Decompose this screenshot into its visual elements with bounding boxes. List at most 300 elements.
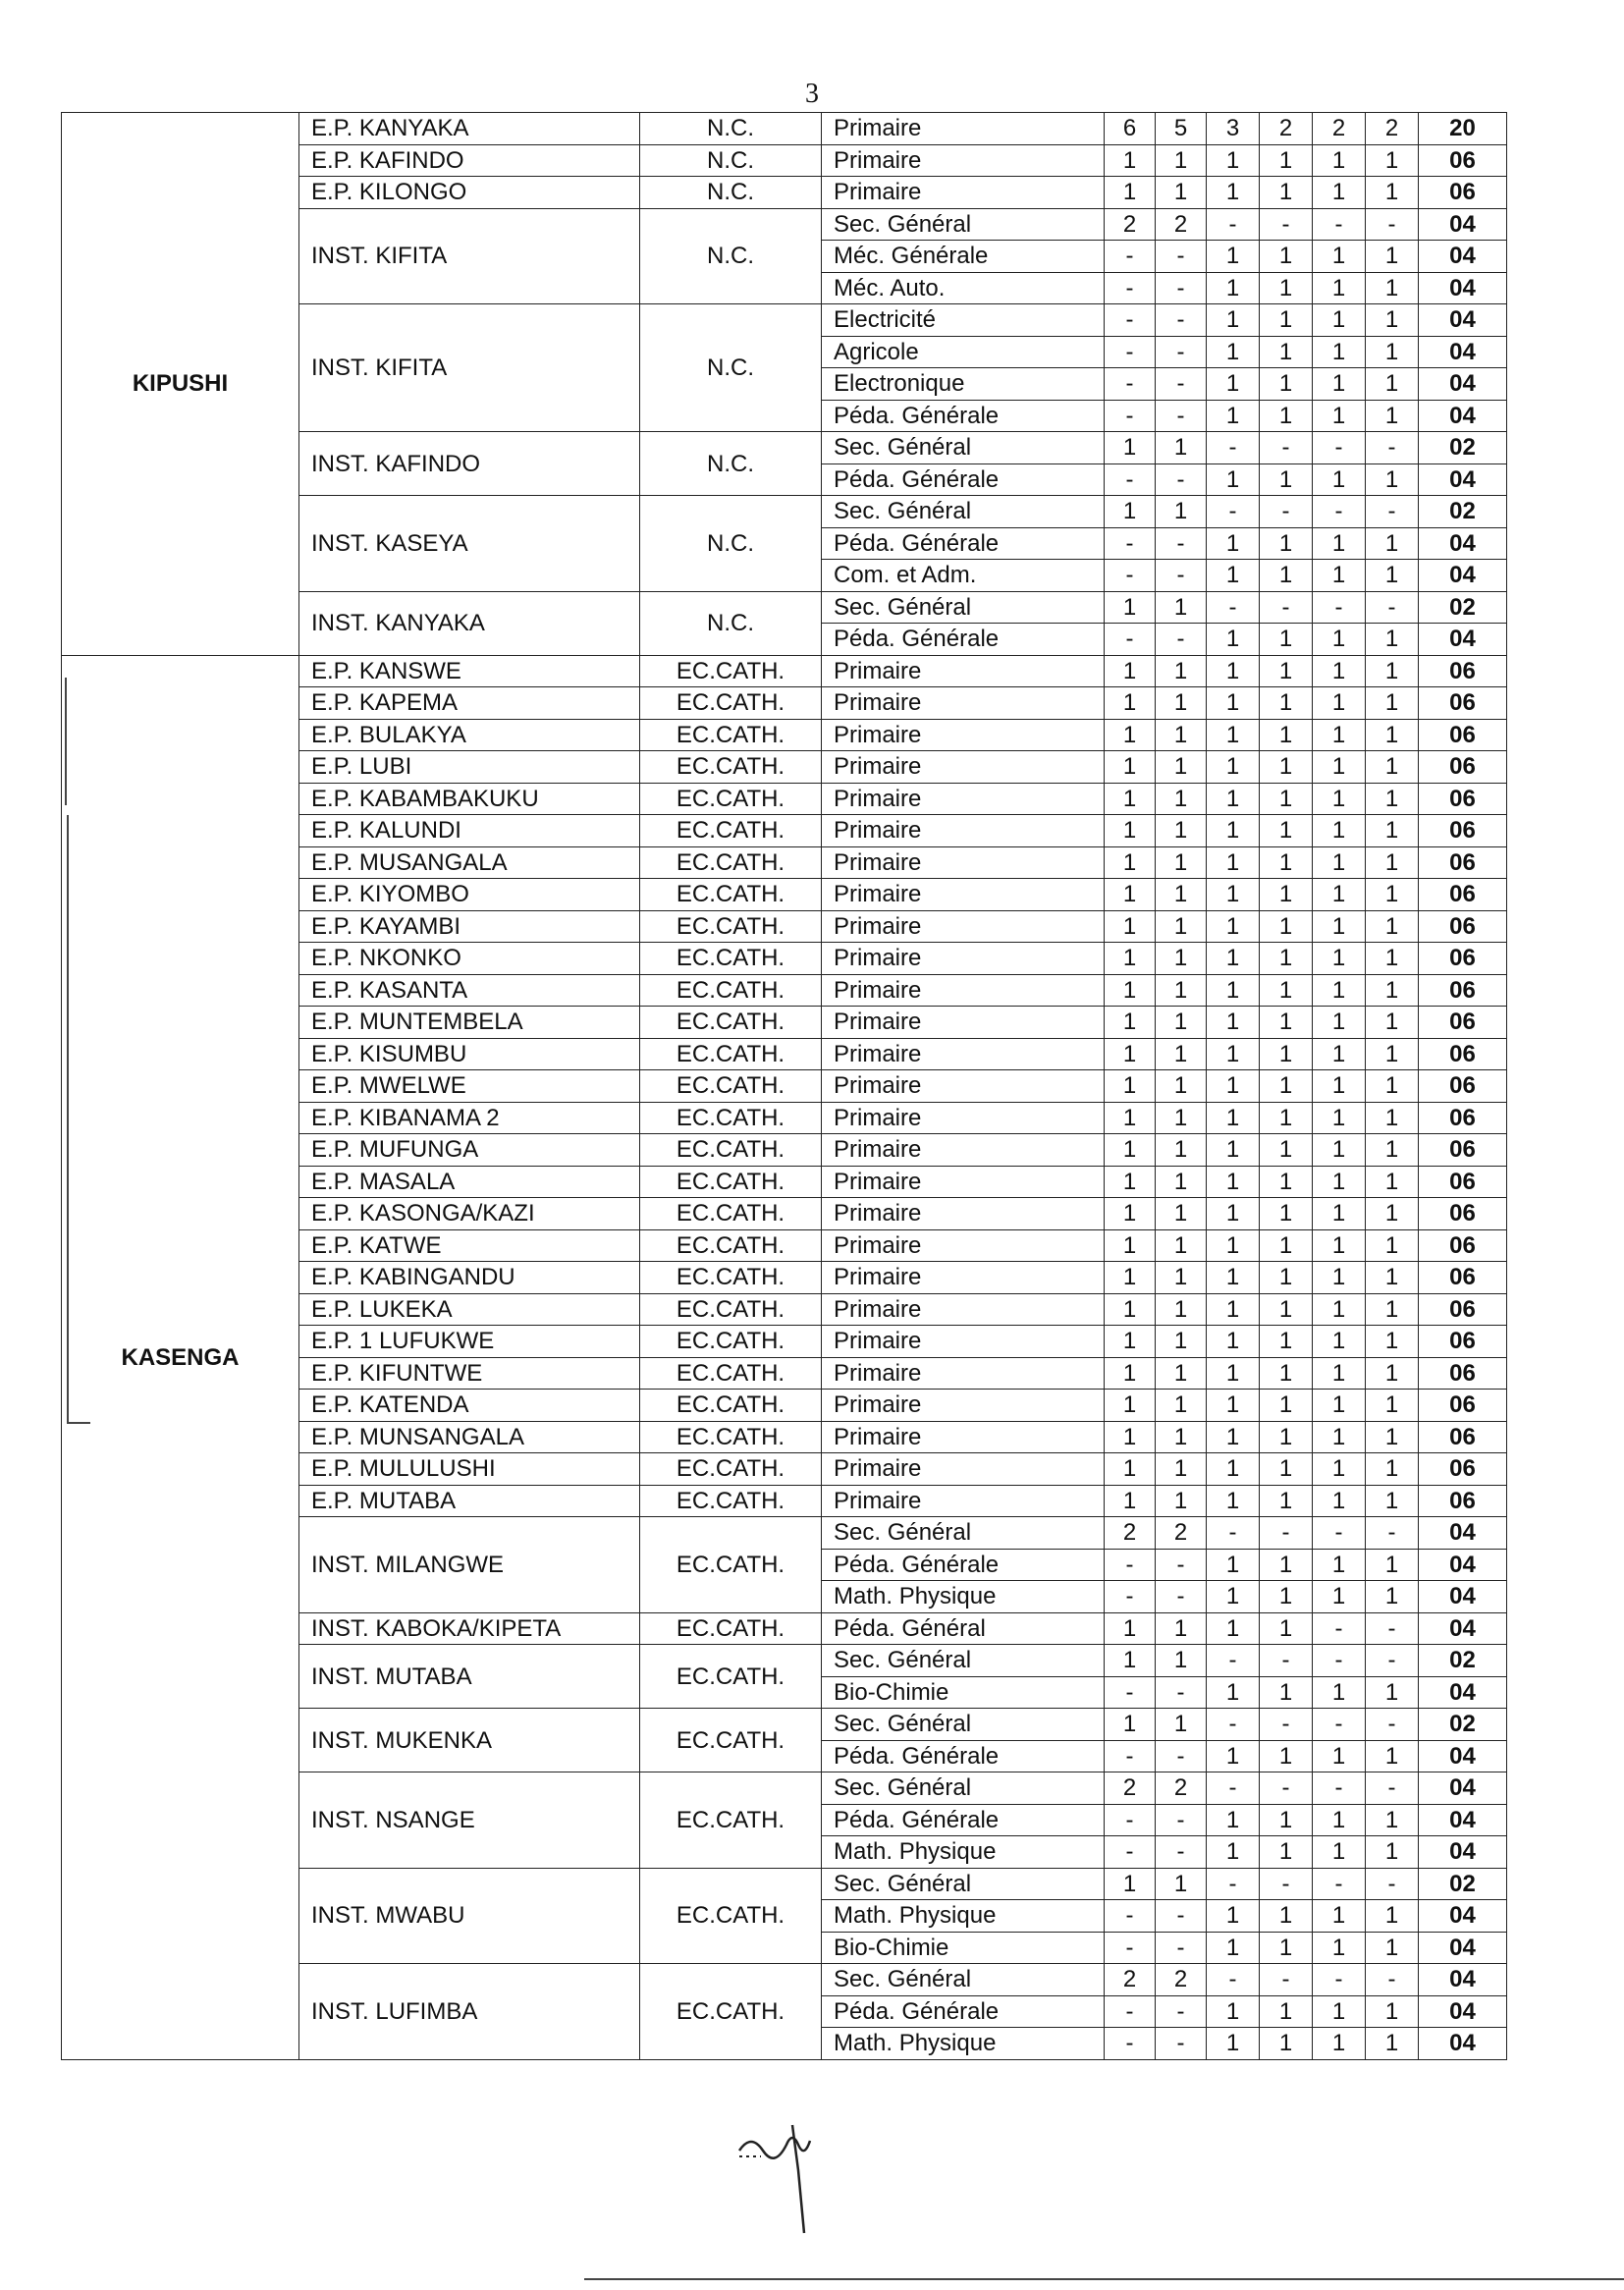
grade-count: 1 [1366, 1326, 1419, 1358]
section-name: Sec. Général [822, 1868, 1105, 1900]
section-name: Sec. Général [822, 1517, 1105, 1550]
grade-count: 1 [1105, 1357, 1156, 1390]
school-owner: N.C. [640, 208, 822, 304]
grade-count: 1 [1260, 974, 1313, 1007]
grade-count: 1 [1105, 591, 1156, 624]
grade-count: 1 [1313, 144, 1366, 177]
row-total: 06 [1419, 974, 1507, 1007]
grade-count: - [1105, 1581, 1156, 1613]
row-total: 04 [1419, 1740, 1507, 1772]
grade-count: 1 [1105, 879, 1156, 911]
grade-count: 1 [1207, 910, 1260, 943]
grade-count: - [1313, 1517, 1366, 1550]
grade-count: - [1156, 241, 1207, 273]
grade-count: 1 [1156, 1421, 1207, 1453]
grade-count: - [1105, 304, 1156, 337]
row-total: 20 [1419, 113, 1507, 145]
grade-count: 1 [1366, 400, 1419, 432]
grade-count: 1 [1260, 783, 1313, 815]
grade-count: 1 [1105, 815, 1156, 847]
grade-count: 1 [1260, 815, 1313, 847]
school-owner: EC.CATH. [640, 1262, 822, 1294]
row-total: 06 [1419, 783, 1507, 815]
section-name: Primaire [822, 783, 1105, 815]
grade-count: 2 [1260, 113, 1313, 145]
school-name: E.P. KANSWE [299, 655, 640, 687]
grade-count: 1 [1207, 1485, 1260, 1517]
grade-count: 1 [1313, 1229, 1366, 1262]
grade-count: 2 [1156, 1772, 1207, 1805]
grade-count: 1 [1260, 241, 1313, 273]
grade-count: 1 [1260, 1262, 1313, 1294]
section-name: Sec. Général [822, 208, 1105, 241]
row-total: 02 [1419, 591, 1507, 624]
grade-count: - [1156, 400, 1207, 432]
grade-count: - [1366, 208, 1419, 241]
grade-count: 1 [1313, 910, 1366, 943]
region-name: KASENGA [62, 655, 299, 2059]
school-name: INST. MILANGWE [299, 1517, 640, 1613]
grade-count: 1 [1260, 1676, 1313, 1709]
grade-count: 1 [1313, 1740, 1366, 1772]
grade-count: - [1156, 527, 1207, 560]
grade-count: 1 [1207, 1900, 1260, 1933]
signature-mark [731, 2111, 849, 2239]
grade-count: 1 [1366, 1070, 1419, 1103]
grade-count: 1 [1156, 751, 1207, 784]
grade-count: 1 [1105, 1612, 1156, 1645]
grade-count: 1 [1207, 1421, 1260, 1453]
row-total: 04 [1419, 1581, 1507, 1613]
school-name: E.P. KATWE [299, 1229, 640, 1262]
row-total: 02 [1419, 1709, 1507, 1741]
region-name: KIPUSHI [62, 113, 299, 656]
grade-count: 1 [1105, 783, 1156, 815]
grade-count: - [1156, 1995, 1207, 2028]
grade-count: - [1313, 1868, 1366, 1900]
grade-count: - [1207, 1709, 1260, 1741]
grade-count: 1 [1207, 1007, 1260, 1039]
row-total: 06 [1419, 144, 1507, 177]
grade-count: 1 [1260, 144, 1313, 177]
row-total: 06 [1419, 1102, 1507, 1134]
grade-count: 1 [1207, 879, 1260, 911]
grade-count: 1 [1207, 1229, 1260, 1262]
school-owner: EC.CATH. [640, 1645, 822, 1709]
grade-count: - [1366, 432, 1419, 464]
section-name: Primaire [822, 943, 1105, 975]
grade-count: 1 [1207, 177, 1260, 209]
school-name: INST. KAFINDO [299, 432, 640, 496]
section-name: Primaire [822, 719, 1105, 751]
school-owner: N.C. [640, 496, 822, 592]
grade-count: - [1156, 463, 1207, 496]
grade-count: 1 [1313, 1453, 1366, 1486]
section-name: Agricole [822, 336, 1105, 368]
grade-count: 1 [1156, 1293, 1207, 1326]
grade-count: 1 [1156, 943, 1207, 975]
grade-count: 1 [1207, 624, 1260, 656]
row-total: 06 [1419, 1134, 1507, 1167]
school-owner: EC.CATH. [640, 1293, 822, 1326]
grade-count: - [1105, 1676, 1156, 1709]
grade-count: 1 [1366, 1166, 1419, 1198]
section-name: Primaire [822, 1198, 1105, 1230]
grade-count: 1 [1366, 527, 1419, 560]
grade-count: - [1366, 1645, 1419, 1677]
grade-count: - [1207, 1517, 1260, 1550]
grade-count: 1 [1260, 943, 1313, 975]
grade-count: 1 [1260, 1070, 1313, 1103]
grade-count: - [1156, 1581, 1207, 1613]
section-name: Sec. Général [822, 432, 1105, 464]
grade-count: 1 [1260, 1102, 1313, 1134]
grade-count: 1 [1366, 943, 1419, 975]
section-name: Bio-Chimie [822, 1932, 1105, 1964]
grade-count: 1 [1260, 910, 1313, 943]
row-total: 04 [1419, 304, 1507, 337]
school-name: INST. KABOKA/KIPETA [299, 1612, 640, 1645]
grade-count: 1 [1313, 1262, 1366, 1294]
grade-count: 1 [1105, 1229, 1156, 1262]
section-name: Primaire [822, 113, 1105, 145]
grade-count: 1 [1366, 463, 1419, 496]
grade-count: 1 [1313, 336, 1366, 368]
grade-count: 1 [1156, 496, 1207, 528]
section-name: Primaire [822, 1102, 1105, 1134]
grade-count: 1 [1366, 1262, 1419, 1294]
grade-count: - [1260, 208, 1313, 241]
row-total: 04 [1419, 368, 1507, 401]
row-total: 06 [1419, 1326, 1507, 1358]
grade-count: 1 [1313, 1421, 1366, 1453]
row-total: 06 [1419, 1262, 1507, 1294]
grade-count: - [1207, 1772, 1260, 1805]
grade-count: 1 [1156, 1070, 1207, 1103]
row-total: 04 [1419, 624, 1507, 656]
grade-count: 1 [1156, 1612, 1207, 1645]
section-name: Primaire [822, 974, 1105, 1007]
school-owner: N.C. [640, 113, 822, 145]
grade-count: 1 [1313, 655, 1366, 687]
grade-count: 1 [1366, 336, 1419, 368]
grade-count: - [1105, 272, 1156, 304]
row-total: 04 [1419, 1772, 1507, 1805]
grade-count: 1 [1313, 1485, 1366, 1517]
grade-count: 1 [1366, 560, 1419, 592]
section-name: Primaire [822, 655, 1105, 687]
section-name: Primaire [822, 1485, 1105, 1517]
section-name: Primaire [822, 1070, 1105, 1103]
section-name: Bio-Chimie [822, 1676, 1105, 1709]
grade-count: 1 [1105, 1453, 1156, 1486]
school-owner: N.C. [640, 144, 822, 177]
grade-count: 1 [1105, 144, 1156, 177]
grade-count: 1 [1260, 304, 1313, 337]
grade-count: 1 [1366, 144, 1419, 177]
grade-count: 1 [1207, 943, 1260, 975]
grade-count: 1 [1260, 2028, 1313, 2060]
grade-count: 1 [1156, 655, 1207, 687]
section-name: Primaire [822, 1166, 1105, 1198]
school-name: E.P. MWELWE [299, 1070, 640, 1103]
grade-count: 1 [1207, 783, 1260, 815]
grade-count: 1 [1156, 1709, 1207, 1741]
grade-count: 1 [1207, 1612, 1260, 1645]
school-owner: EC.CATH. [640, 1038, 822, 1070]
school-name: E.P. NKONKO [299, 943, 640, 975]
school-owner: N.C. [640, 304, 822, 432]
row-total: 06 [1419, 1038, 1507, 1070]
school-name: INST. LUFIMBA [299, 1964, 640, 2060]
grade-count: 1 [1156, 1326, 1207, 1358]
grade-count: 1 [1156, 1645, 1207, 1677]
section-name: Primaire [822, 144, 1105, 177]
school-name: E.P. KILONGO [299, 177, 640, 209]
grade-count: 1 [1260, 1293, 1313, 1326]
school-name: E.P. KALUNDI [299, 815, 640, 847]
grade-count: 1 [1366, 846, 1419, 879]
grade-count: - [1207, 591, 1260, 624]
grade-count: 1 [1366, 1038, 1419, 1070]
grade-count: 1 [1156, 1038, 1207, 1070]
grade-count: 1 [1156, 1453, 1207, 1486]
grade-count: - [1260, 1772, 1313, 1805]
section-name: Péda. Générale [822, 1804, 1105, 1836]
grade-count: 1 [1313, 1293, 1366, 1326]
school-owner: EC.CATH. [640, 1007, 822, 1039]
grade-count: 2 [1105, 1772, 1156, 1805]
section-name: Sec. Général [822, 1964, 1105, 1996]
grade-count: 1 [1156, 815, 1207, 847]
grade-count: 1 [1105, 1868, 1156, 1900]
school-owner: EC.CATH. [640, 1229, 822, 1262]
grade-count: 1 [1260, 1995, 1313, 2028]
grade-count: 1 [1313, 1166, 1366, 1198]
school-name: E.P. BULAKYA [299, 719, 640, 751]
grade-count: 1 [1105, 1134, 1156, 1167]
grade-count: 1 [1207, 1166, 1260, 1198]
grade-count: 1 [1366, 1293, 1419, 1326]
section-name: Sec. Général [822, 1709, 1105, 1741]
school-owner: EC.CATH. [640, 1421, 822, 1453]
grade-count: - [1313, 1772, 1366, 1805]
grade-count: 1 [1105, 910, 1156, 943]
grade-count: - [1260, 591, 1313, 624]
row-total: 06 [1419, 1453, 1507, 1486]
grade-count: - [1156, 1549, 1207, 1581]
school-owner: EC.CATH. [640, 1198, 822, 1230]
grade-count: 1 [1207, 719, 1260, 751]
grade-count: 1 [1260, 177, 1313, 209]
grade-count: - [1156, 560, 1207, 592]
school-name: E.P. LUKEKA [299, 1293, 640, 1326]
section-name: Primaire [822, 1390, 1105, 1422]
grade-count: 1 [1260, 272, 1313, 304]
row-total: 04 [1419, 1517, 1507, 1550]
grade-count: - [1366, 1517, 1419, 1550]
grade-count: 1 [1207, 1453, 1260, 1486]
grade-count: 1 [1366, 1804, 1419, 1836]
grade-count: 1 [1366, 1421, 1419, 1453]
row-total: 04 [1419, 560, 1507, 592]
section-name: Sec. Général [822, 1772, 1105, 1805]
grade-count: 1 [1207, 1390, 1260, 1422]
margin-tick [69, 1422, 90, 1424]
school-name: E.P. LUBI [299, 751, 640, 784]
grade-count: 1 [1260, 1900, 1313, 1933]
row-total: 04 [1419, 272, 1507, 304]
grade-count: 1 [1105, 846, 1156, 879]
grade-count: 1 [1313, 719, 1366, 751]
grade-count: 1 [1366, 1676, 1419, 1709]
grade-count: - [1207, 1868, 1260, 1900]
grade-count: 2 [1105, 1964, 1156, 1996]
section-name: Primaire [822, 751, 1105, 784]
grade-count: - [1105, 463, 1156, 496]
grade-count: 1 [1313, 1326, 1366, 1358]
section-name: Primaire [822, 1134, 1105, 1167]
grade-count: - [1313, 496, 1366, 528]
grade-count: 1 [1366, 624, 1419, 656]
row-total: 04 [1419, 241, 1507, 273]
row-total: 02 [1419, 432, 1507, 464]
school-owner: EC.CATH. [640, 1326, 822, 1358]
grade-count: 1 [1260, 1007, 1313, 1039]
grade-count: 1 [1105, 974, 1156, 1007]
grade-count: - [1366, 1709, 1419, 1741]
grade-count: - [1260, 1964, 1313, 1996]
grade-count: 1 [1313, 1102, 1366, 1134]
row-total: 06 [1419, 1198, 1507, 1230]
school-name: E.P. KIYOMBO [299, 879, 640, 911]
row-total: 06 [1419, 1421, 1507, 1453]
row-total: 06 [1419, 655, 1507, 687]
grade-count: 1 [1207, 2028, 1260, 2060]
grade-count: - [1105, 1740, 1156, 1772]
row-total: 04 [1419, 1900, 1507, 1933]
section-name: Péda. Général [822, 1612, 1105, 1645]
grade-count: - [1156, 368, 1207, 401]
grade-count: 1 [1260, 1804, 1313, 1836]
grade-count: 1 [1260, 1390, 1313, 1422]
grade-count: 1 [1260, 1932, 1313, 1964]
section-name: Com. et Adm. [822, 560, 1105, 592]
grade-count: 1 [1156, 974, 1207, 1007]
grade-count: 1 [1207, 751, 1260, 784]
grade-count: - [1105, 2028, 1156, 2060]
grade-count: 1 [1105, 1421, 1156, 1453]
grade-count: 1 [1366, 751, 1419, 784]
school-name: E.P. MUNSANGALA [299, 1421, 640, 1453]
grade-count: - [1366, 1612, 1419, 1645]
school-owner: N.C. [640, 432, 822, 496]
grade-count: 1 [1105, 1070, 1156, 1103]
grade-count: 1 [1366, 719, 1419, 751]
grade-count: 1 [1260, 846, 1313, 879]
section-name: Primaire [822, 177, 1105, 209]
margin-line-lower [67, 815, 69, 1424]
grade-count: - [1105, 1995, 1156, 2028]
grade-count: 1 [1207, 272, 1260, 304]
grade-count: 1 [1260, 655, 1313, 687]
grade-count: 1 [1313, 1038, 1366, 1070]
grade-count: - [1207, 1964, 1260, 1996]
grade-count: - [1366, 1772, 1419, 1805]
section-name: Sec. Général [822, 1645, 1105, 1677]
grade-count: 1 [1366, 1134, 1419, 1167]
grade-count: - [1313, 1964, 1366, 1996]
schools-table [61, 112, 1507, 2060]
grade-count: 1 [1105, 1390, 1156, 1422]
grade-count: 1 [1260, 687, 1313, 720]
school-name: INST. MUKENKA [299, 1709, 640, 1772]
row-total: 04 [1419, 1964, 1507, 1996]
grade-count: - [1156, 272, 1207, 304]
school-name: INST. KIFITA [299, 304, 640, 432]
grade-count: 1 [1260, 1198, 1313, 1230]
school-owner: EC.CATH. [640, 1453, 822, 1486]
grade-count: 1 [1313, 1676, 1366, 1709]
grade-count: 1 [1207, 1134, 1260, 1167]
grade-count: - [1156, 1836, 1207, 1869]
school-name: E.P. KANYAKA [299, 113, 640, 145]
grade-count: 1 [1260, 1229, 1313, 1262]
grade-count: 1 [1105, 687, 1156, 720]
grade-count: 1 [1156, 1229, 1207, 1262]
school-owner: N.C. [640, 591, 822, 655]
section-name: Primaire [822, 1229, 1105, 1262]
grade-count: - [1313, 591, 1366, 624]
school-owner: EC.CATH. [640, 1485, 822, 1517]
grade-count: 1 [1260, 463, 1313, 496]
grade-count: - [1156, 1932, 1207, 1964]
school-name: E.P. KIBANAMA 2 [299, 1102, 640, 1134]
grade-count: 1 [1156, 879, 1207, 911]
grade-count: 1 [1366, 1740, 1419, 1772]
grade-count: - [1105, 1836, 1156, 1869]
school-name: E.P. MUFUNGA [299, 1134, 640, 1167]
row-total: 06 [1419, 1485, 1507, 1517]
grade-count: 1 [1207, 463, 1260, 496]
row-total: 04 [1419, 1995, 1507, 2028]
grade-count: 1 [1207, 368, 1260, 401]
grade-count: 1 [1105, 1262, 1156, 1294]
school-name: E.P. 1 LUFUKWE [299, 1326, 640, 1358]
grade-count: 1 [1207, 336, 1260, 368]
grade-count: - [1156, 624, 1207, 656]
grade-count: 1 [1366, 241, 1419, 273]
section-name: Primaire [822, 1357, 1105, 1390]
grade-count: 1 [1156, 432, 1207, 464]
row-total: 02 [1419, 496, 1507, 528]
school-owner: EC.CATH. [640, 1390, 822, 1422]
grade-count: 1 [1156, 1198, 1207, 1230]
grade-count: 1 [1156, 177, 1207, 209]
grade-count: - [1105, 368, 1156, 401]
grade-count: 1 [1207, 304, 1260, 337]
grade-count: 1 [1260, 527, 1313, 560]
grade-count: 1 [1366, 1453, 1419, 1486]
school-name: E.P. KASONGA/KAZI [299, 1198, 640, 1230]
grade-count: 1 [1207, 400, 1260, 432]
grade-count: - [1260, 1868, 1313, 1900]
grade-count: 1 [1207, 1549, 1260, 1581]
section-name: Primaire [822, 1262, 1105, 1294]
grade-count: 1 [1156, 1357, 1207, 1390]
grade-count: 1 [1207, 1995, 1260, 2028]
school-owner: EC.CATH. [640, 1868, 822, 1964]
